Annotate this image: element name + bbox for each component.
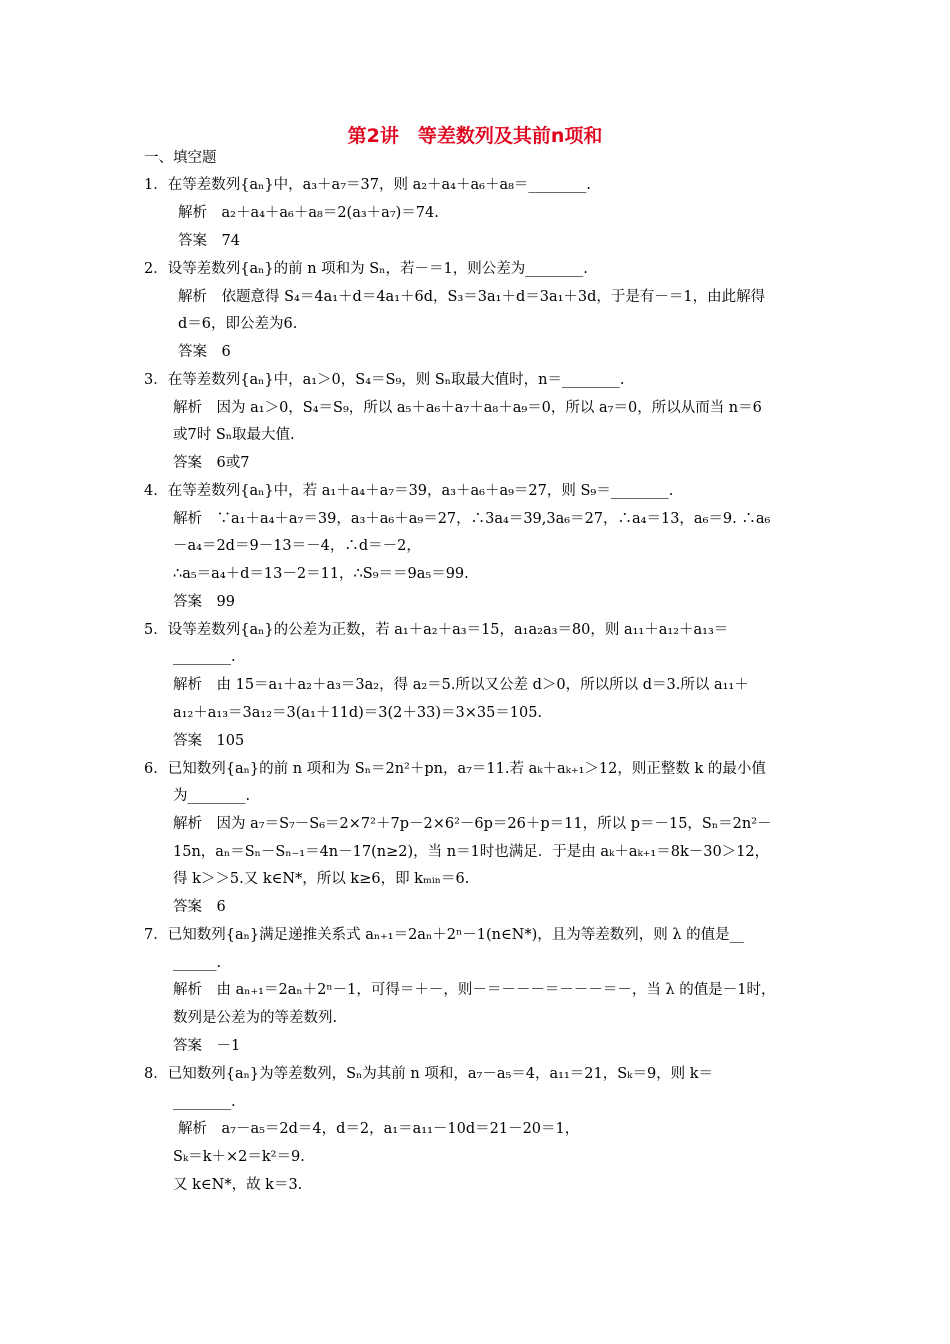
- page-title: 第2讲 等差数列及其前n项和: [347, 125, 603, 147]
- problem-6-analysis-line: 解析 因为 a₇＝S₇－S₆＝2×7²＋7p－2×6²－6p＝26＋p＝11，所以 p＝－15，Sₙ＝2n²－: [173, 816, 772, 832]
- problem-5-answer: 答案 105: [173, 733, 245, 749]
- problem-6-analysis-line: 15n，aₙ＝Sₙ－Sₙ₋₁＝4n－17(n≥2)，当 n＝1时也满足．于是由 aₖ＋aₖ₊₁＝8k－30＞12，: [173, 844, 770, 860]
- problem-7-question-line: ______.: [173, 955, 222, 971]
- problem-2-analysis-line: d＝6，即公差为6.: [178, 316, 298, 332]
- problem-1-answer: 答案 74: [178, 233, 240, 249]
- problem-8-analysis-line: 又 k∈N*，故 k＝3.: [173, 1177, 303, 1193]
- problem-8-question-line: 8．已知数列{aₙ}为等差数列，Sₙ为其前 n 项和，a₇－a₅＝4，a₁₁＝21，Sₖ＝9，则 k＝: [144, 1066, 714, 1082]
- problem-4-answer: 答案 99: [173, 594, 235, 610]
- problem-6-answer: 答案 6: [173, 899, 226, 915]
- problem-1-analysis-line: 解析 a₂＋a₄＋a₆＋a₈＝2(a₃＋a₇)＝74.: [178, 205, 439, 221]
- problem-4-analysis-line: ∴a₅＝a₄＋d＝13－2＝11，∴S₉＝＝9a₅＝99.: [173, 566, 469, 582]
- problem-2-analysis-line: 解析 依题意得 S₄＝4a₁＋d＝4a₁＋6d，S₃＝3a₁＋d＝3a₁＋3d，于是有－＝1，由此解得: [178, 289, 766, 305]
- problem-5-question-line: ________.: [173, 649, 236, 665]
- problem-3-analysis-line: 解析 因为 a₁＞0，S₄＝S₉，所以 a₅＋a₆＋a₇＋a₈＋a₉＝0，所以 a₇＝0，所以从而当 n＝6: [173, 400, 762, 416]
- problem-6-question-line: 为________.: [173, 788, 251, 804]
- problem-2-answer: 答案 6: [178, 344, 231, 360]
- problem-4-question-line: 4．在等差数列{aₙ}中，若 a₁＋a₄＋a₇＝39，a₃＋a₆＋a₉＝27，则 S₉＝________.: [144, 483, 674, 499]
- problem-2-question-line: 2．设等差数列{aₙ}的前 n 项和为 Sₙ，若－＝1，则公差为________.: [144, 261, 588, 277]
- problem-1-question-line: 1．在等差数列{aₙ}中，a₃＋a₇＝37，则 a₂＋a₄＋a₆＋a₈＝________.: [144, 177, 592, 193]
- problem-4-analysis-line: －a₄＝2d＝9－13＝－4，∴d＝－2，: [173, 538, 421, 554]
- problem-7-answer: 答案 －1: [173, 1038, 241, 1054]
- problem-3-analysis-line: 或7时 Sₙ取最大值.: [173, 427, 295, 443]
- problem-8-analysis-line: 解析 a₇－a₅＝2d＝4，d＝2，a₁＝a₁₁－10d＝21－20＝1，: [178, 1121, 580, 1137]
- problem-4-analysis-line: 解析 ∵a₁＋a₄＋a₇＝39，a₃＋a₆＋a₉＝27，∴3a₄＝39,3a₆＝27，∴a₄＝13，a₆＝9. ∴a₆: [173, 511, 771, 527]
- problem-3-question-line: 3．在等差数列{aₙ}中，a₁＞0，S₄＝S₉，则 Sₙ取最大值时，n＝________.: [144, 372, 625, 388]
- problem-6-question-line: 6．已知数列{aₙ}的前 n 项和为 Sₙ＝2n²＋pn，a₇＝11.若 aₖ＋aₖ₊₁＞12，则正整数 k 的最小值: [144, 761, 766, 777]
- problem-7-analysis-line: 解析 由 aₙ₊₁＝2aₙ＋2ⁿ－1，可得＝＋－，则－＝－－－＝－－－＝－，当 λ 的值是－1时，: [173, 982, 776, 998]
- problem-6-analysis-line: 得 k＞＞5.又 k∈N*，所以 k≥6，即 kₘᵢₙ＝6.: [173, 871, 470, 887]
- section-heading: 一、填空题: [144, 150, 217, 166]
- problem-7-analysis-line: 数列是公差为的等差数列.: [173, 1010, 338, 1026]
- problem-5-question-line: 5．设等差数列{aₙ}的公差为正数，若 a₁＋a₂＋a₃＝15，a₁a₂a₃＝80，则 a₁₁＋a₁₂＋a₁₃＝: [144, 622, 729, 638]
- problem-8-analysis-line: Sₖ＝k＋×2＝k²＝9.: [173, 1149, 305, 1165]
- problem-5-analysis-line: a₁₂＋a₁₃＝3a₁₂＝3(a₁＋11d)＝3(2＋33)＝3×35＝105.: [173, 705, 543, 721]
- problem-7-question-line: 7．已知数列{aₙ}满足递推关系式 aₙ₊₁＝2aₙ＋2ⁿ－1(n∈N*)，且为等差数列，则 λ 的值是__: [144, 927, 745, 943]
- problem-3-answer: 答案 6或7: [173, 455, 250, 471]
- problem-8-question-line: ________.: [173, 1094, 236, 1110]
- problem-5-analysis-line: 解析 由 15＝a₁＋a₂＋a₃＝3a₂，得 a₂＝5.所以又公差 d＞0，所以所以 d＝3.所以 a₁₁＋: [173, 677, 749, 693]
